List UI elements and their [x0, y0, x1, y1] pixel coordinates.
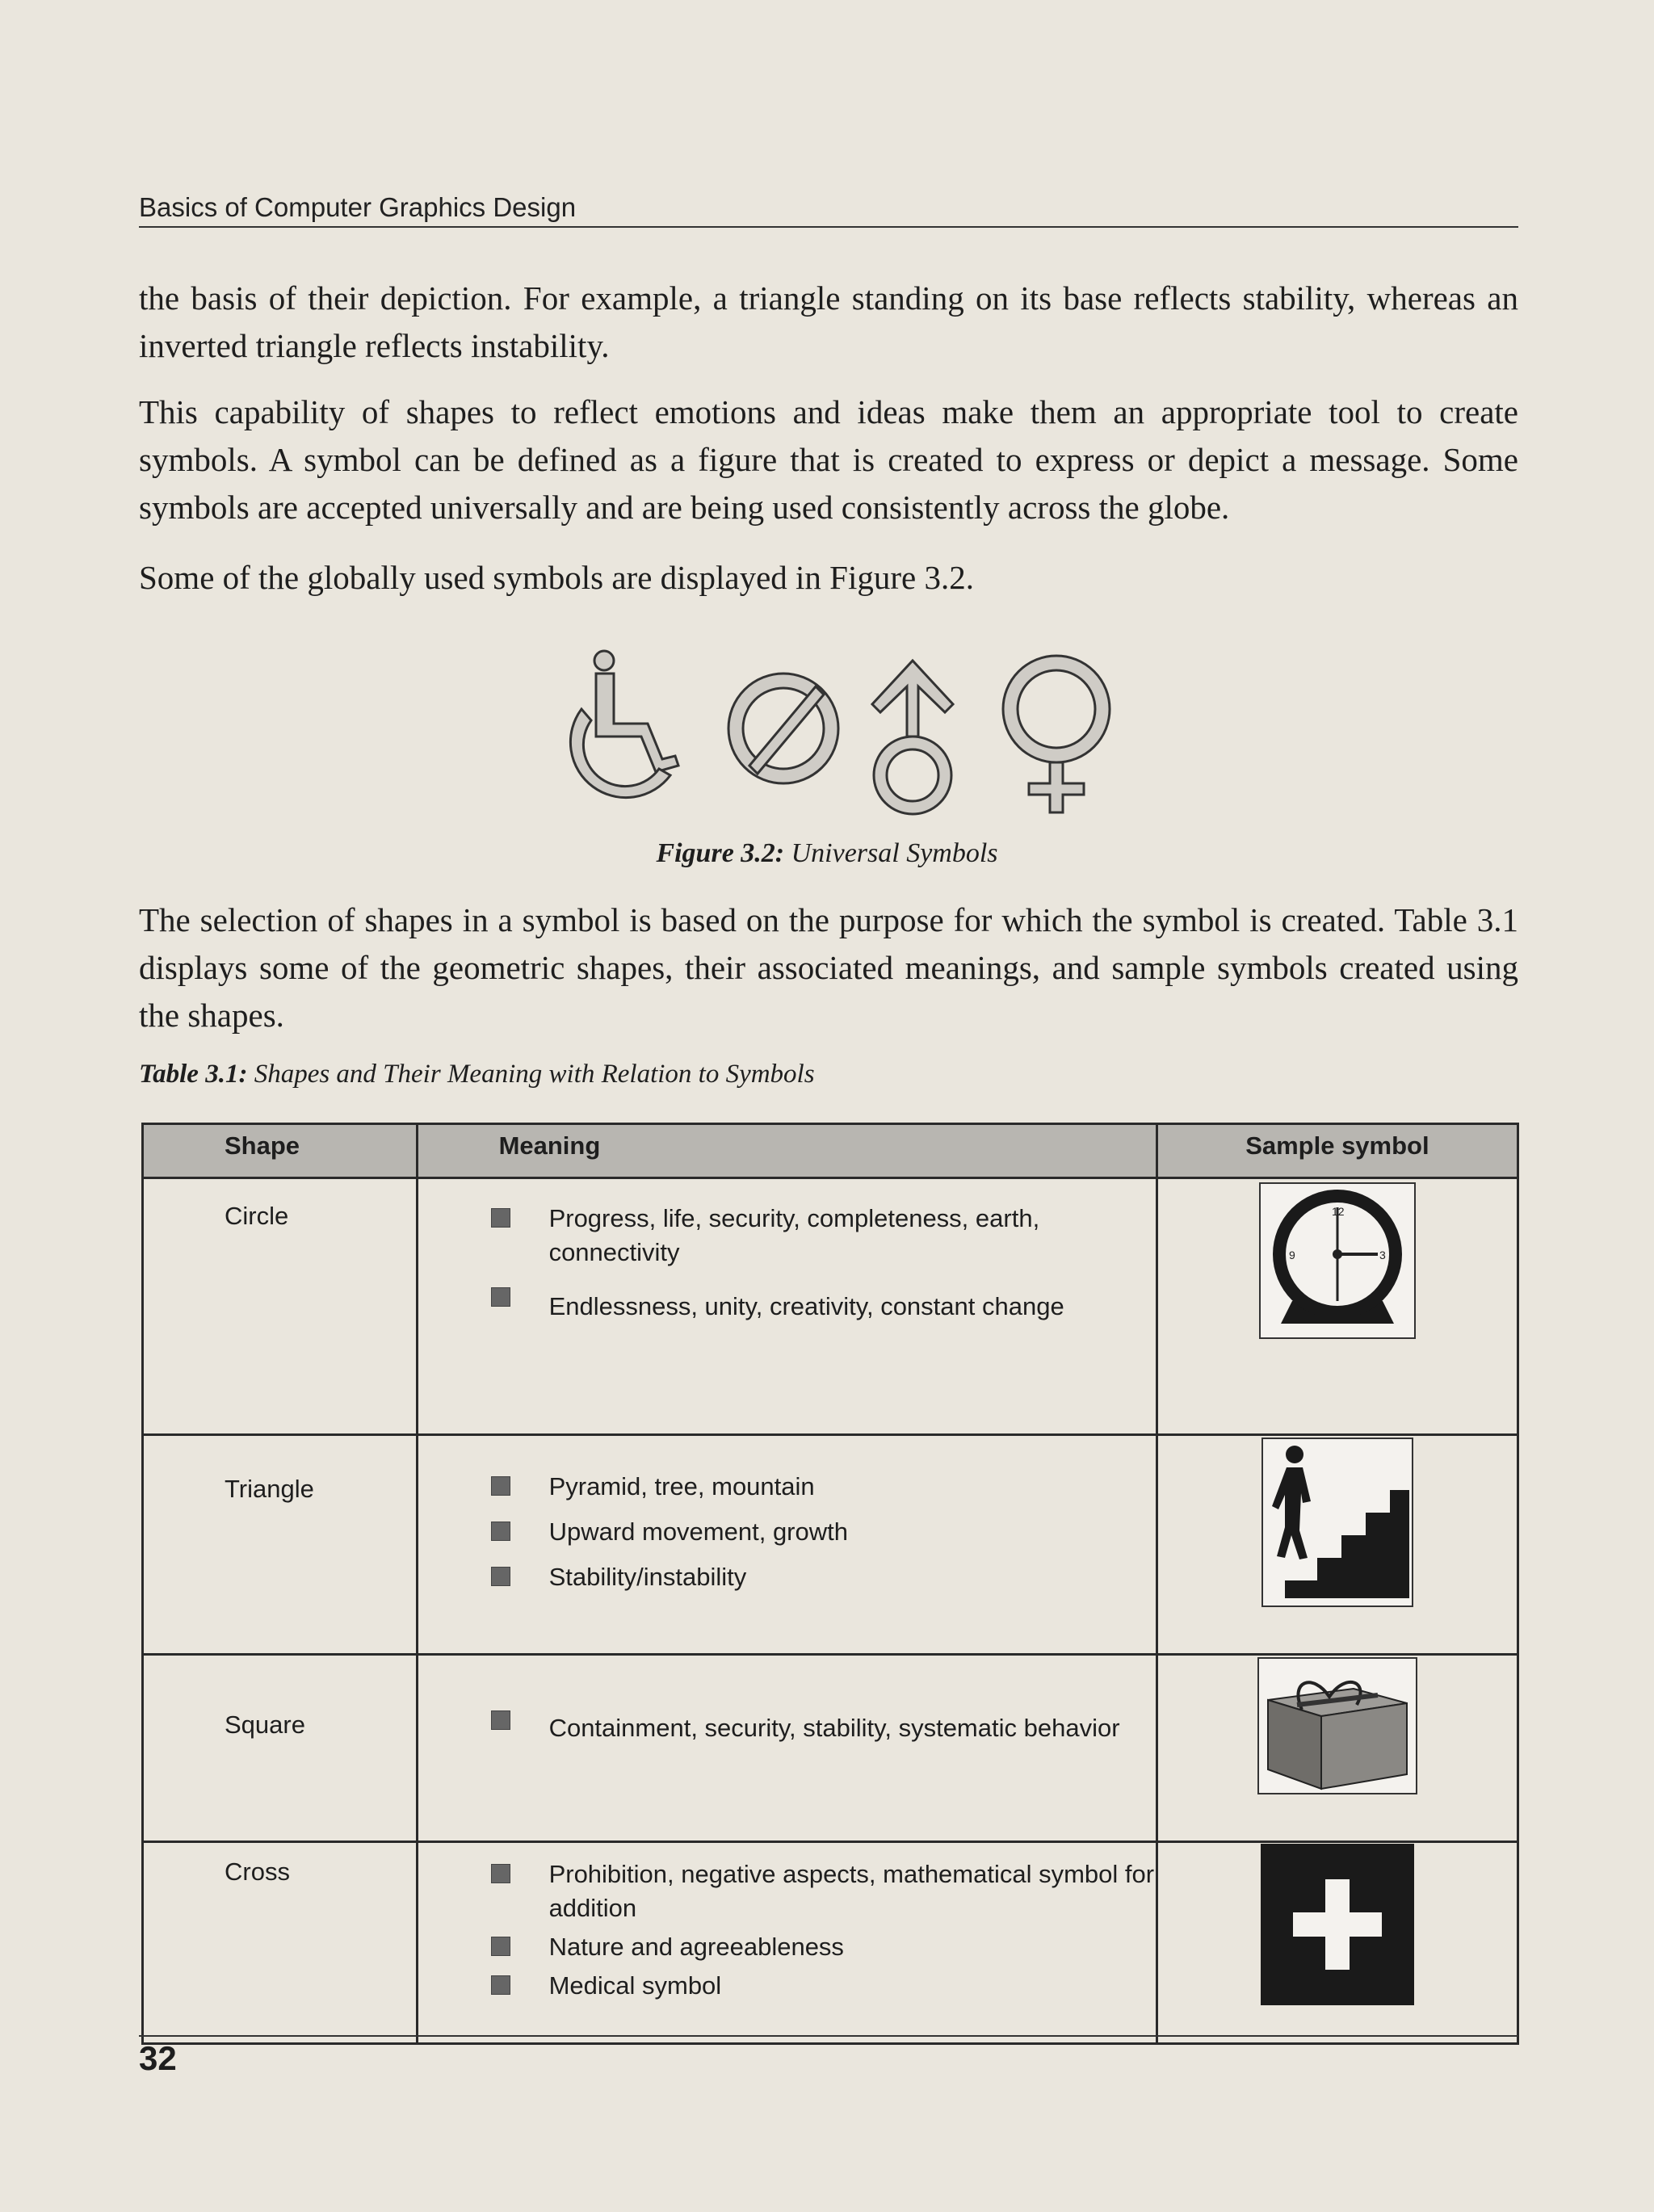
- page-number: 32: [139, 2039, 177, 2077]
- footer-rule: [139, 2035, 1518, 2037]
- clock-icon: [1257, 1180, 1418, 1341]
- meaning-cell: [417, 1435, 1157, 1655]
- table-label: Table 3.1:: [139, 1060, 248, 1089]
- gift-box-icon: [1257, 1656, 1418, 1795]
- shape-cell: Cross: [143, 1842, 418, 2044]
- paragraph-3: Some of the globally used symbols are displayed in Figure 3.2.: [139, 559, 974, 596]
- table-row: [143, 1842, 1518, 2044]
- female-icon: [1003, 656, 1110, 812]
- wheelchair-icon: [570, 651, 678, 798]
- figure-caption: [0, 838, 1654, 869]
- header-shape: Shape: [143, 1124, 418, 1178]
- meaning-item: Progress, life, security, completeness, earth, connectivity: [491, 1202, 1156, 1270]
- figure-label: Figure 3.2:: [656, 838, 785, 868]
- meaning-item: Pyramid, tree, mountain: [491, 1470, 1156, 1504]
- meaning-cell: [417, 1178, 1157, 1435]
- meaning-item: Containment, security, stability, systematic behavior: [491, 1704, 1156, 1752]
- prohibition-icon: [728, 674, 838, 783]
- symbol-cell: [1157, 1178, 1518, 1435]
- meaning-item: Upward movement, growth: [491, 1515, 1156, 1549]
- square-bullet-icon: [491, 1710, 510, 1730]
- symbol-cell: [1157, 1842, 1518, 2044]
- universal-symbols-figure: [549, 646, 1115, 824]
- medical-cross-icon: [1261, 1844, 1414, 2005]
- meaning-cell: [417, 1842, 1157, 2044]
- table-row: [143, 1435, 1518, 1655]
- square-bullet-icon: [491, 1937, 510, 1956]
- table-title: Shapes and Their Meaning with Relation to Symbols: [254, 1060, 815, 1089]
- square-bullet-icon: [491, 1287, 510, 1307]
- running-header: Basics of Computer Graphics Design: [139, 192, 577, 222]
- meaning-item: Medical symbol: [491, 1969, 1156, 2003]
- person-climbing-stairs-icon: [1261, 1437, 1414, 1608]
- table-caption: [139, 1060, 815, 1089]
- symbol-cell: [1157, 1655, 1518, 1842]
- shapes-table: [141, 1123, 1519, 2045]
- square-bullet-icon: [491, 1975, 510, 1995]
- svg-text:12: 12: [1331, 1205, 1345, 1218]
- paragraph-4: The selection of shapes in a symbol is based on the purpose for which the symbol is created. Table 3.1 displays some of the geometric shapes, their associated meanings, and sample symbols created using the shapes.: [139, 901, 1518, 1034]
- square-bullet-icon: [491, 1864, 510, 1883]
- shape-cell: Triangle: [143, 1435, 418, 1655]
- meaning-item: Stability/instability: [491, 1560, 1156, 1594]
- table-row: [143, 1178, 1518, 1435]
- header-sample-symbol: Sample symbol: [1157, 1124, 1518, 1178]
- symbol-cell: [1157, 1435, 1518, 1655]
- paragraph-2: This capability of shapes to reflect emotions and ideas make them an appropriate tool to create symbols. A symbol can be defined as a figure that is created to express or depict a message. Some symbols are accepted universally and are being used consistently across the globe.: [139, 393, 1518, 526]
- meaning-item: Endlessness, unity, creativity, constant change: [491, 1281, 1156, 1333]
- header-meaning: Meaning: [417, 1124, 1157, 1178]
- square-bullet-icon: [491, 1208, 510, 1228]
- svg-text:9: 9: [1288, 1249, 1295, 1261]
- square-bullet-icon: [491, 1476, 510, 1496]
- figure-title: Universal Symbols: [791, 838, 998, 868]
- shape-cell: Circle: [143, 1178, 418, 1435]
- meaning-item: Prohibition, negative aspects, mathematical symbol for addition: [491, 1857, 1156, 1925]
- meaning-item: Nature and agreeableness: [491, 1930, 1156, 1964]
- square-bullet-icon: [491, 1522, 510, 1541]
- paragraph-1: the basis of their depiction. For example, a triangle standing on its base reflects stability, whereas an inverted triangle reflects instability.: [139, 279, 1518, 364]
- table-row: [143, 1655, 1518, 1842]
- header-rule: [139, 226, 1518, 228]
- shape-cell: Square: [143, 1655, 418, 1842]
- male-icon: [872, 661, 953, 814]
- meaning-cell: [417, 1655, 1157, 1842]
- square-bullet-icon: [491, 1567, 510, 1586]
- table-header-row: [143, 1124, 1518, 1178]
- svg-text:3: 3: [1379, 1249, 1386, 1261]
